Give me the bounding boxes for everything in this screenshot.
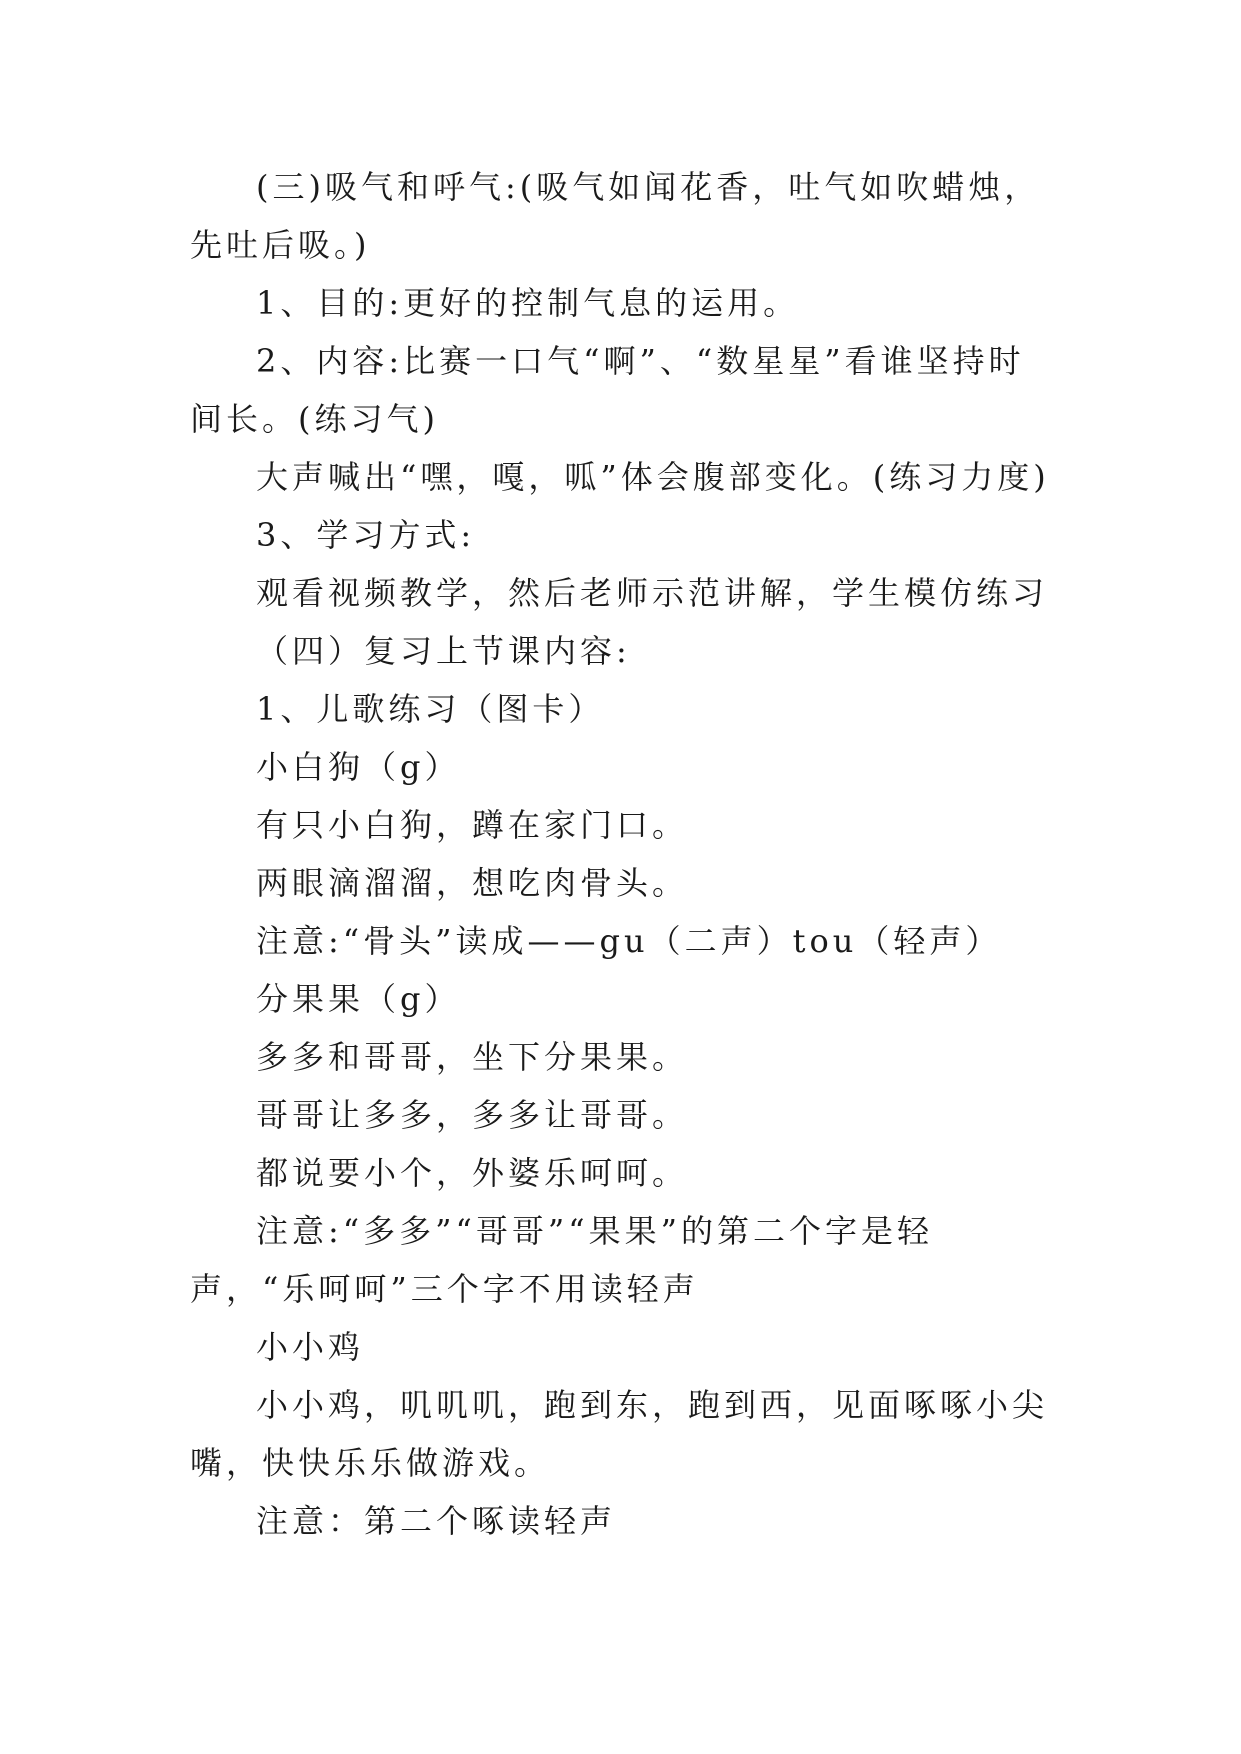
paragraph-note-bone: 注意:“骨头”读成——gu（二声）tou（轻声） [256,922,1002,960]
paragraph-breathing-heading: (三)吸气和呼气:(吸气如闻花香，吐气如吹蜡烛，先吐后吸。) [190,168,1041,264]
paragraph-purpose: 1、目的:更好的控制气息的运用。 [256,284,800,322]
rhyme-title-sharing-fruit: 分果果（g） [256,980,461,1018]
document-body [190,158,1050,1550]
paragraph-learning-method-heading: 3、学习方式: [256,516,476,554]
rhyme-line: 多多和哥哥，坐下分果果。 [256,1038,689,1076]
rhyme-title-little-chick: 小小鸡 [256,1328,365,1366]
rhyme-line: 两眼滴溜溜，想吃肉骨头。 [256,864,689,902]
paragraph-content: 2、内容:比赛一口气“啊”、“数星星”看谁坚持时间长。(练习气) [190,342,1025,438]
paragraph-note-peck: 注意：第二个啄读轻声 [256,1502,617,1540]
rhyme-line: 都说要小个，外婆乐呵呵。 [256,1154,689,1192]
paragraph-learning-method: 观看视频教学，然后老师示范讲解，学生模仿练习 [256,574,1049,612]
paragraph-rhyme-practice: 1、儿歌练习（图卡） [256,690,605,728]
rhyme-line: 哥哥让多多，多多让哥哥。 [256,1096,689,1134]
rhyme-title-little-white-dog: 小白狗（g） [256,748,461,786]
paragraph-review-heading: （四）复习上节课内容: [256,632,631,670]
rhyme-line: 有只小白狗，蹲在家门口。 [256,806,689,844]
paragraph-shout-practice: 大声喊出“嘿，嘎，呱”体会腹部变化。(练习力度) [256,458,1050,496]
paragraph-note-neutral-tone: 注意:“多多”“哥哥”“果果”的第二个字是轻声，“乐呵呵”三个字不用读轻声 [190,1212,933,1308]
rhyme-line: 小小鸡，叽叽叽，跑到东，跑到西，见面啄啄小尖嘴，快快乐乐做游戏。 [190,1386,1049,1482]
